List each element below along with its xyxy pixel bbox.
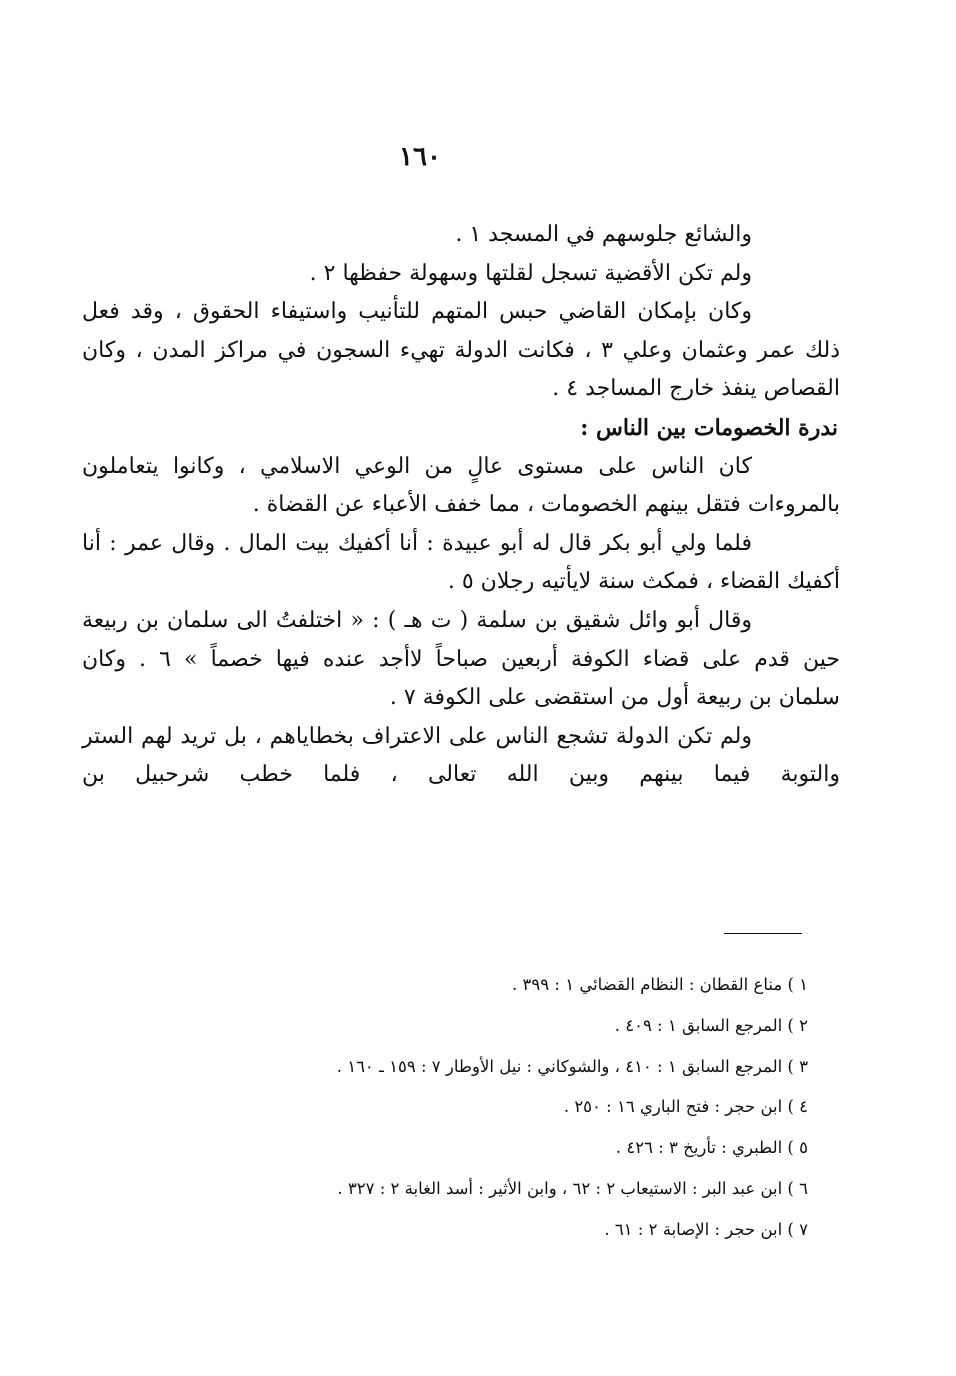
footnote-divider (724, 933, 802, 934)
text-line: بالمروءات فتقل بينهم الخصومات ، مما خفف الأعباء عن القضاة . (252, 492, 840, 518)
text-line: وكان بإمكان القاضي حبس المتهم للتأنيب واستيفاء الحقوق ، وقد فعل (82, 299, 752, 325)
footnote: ١ ) مناع القطان : النظام القضائي ١ : ٣٩٩ . (512, 975, 808, 994)
footnote: ٢ ) المرجع السابق ١ : ٤٠٩ . (614, 1015, 808, 1035)
footnote: ٧ ) ابن حجر : الإصابة ٢ : ٦١ . (604, 1219, 808, 1239)
footnote: ٤ ) ابن حجر : فتح الباري ١٦ : ٢٥٠ . (563, 1097, 808, 1117)
text-line: كان الناس على مستوى عالٍ من الوعي الاسلامي ، وكانوا يتعاملون (82, 453, 752, 479)
text-line: حين قدم على قضاء الكوفة أربعين صباحاً لاأجد عنده فيها خصماً » ٦ . وكان (82, 646, 841, 672)
page-number: ١٦٠ (399, 142, 441, 172)
text-line: والتوبة فيما بينهم وبين الله تعالى ، فلما خطب شرحبيل بن (82, 762, 840, 788)
text-line: سلمان بن ربيعة أول من استقضى على الكوفة ٧ . (389, 685, 840, 711)
text-line: ولم تكن الأقضية تسجل لقلتها وسهولة حفظها ٢ . (309, 260, 752, 286)
footnote: ٣ ) المرجع السابق ١ : ٤١٠ ، والشوكاني : نيل الأوطار ٧ : ١٥٩ ـ ١٦٠ . (336, 1056, 808, 1076)
footnotes (200, 965, 808, 1251)
text-line: وقال أبو وائل شقيق بن سلمة ( ت هـ ) : « اختلفتُ الى سلمان بن ربيعة (82, 607, 752, 633)
footnote: ٦ ) ابن عبد البر : الاستيعاب ٢ : ٦٢ ، وابن الأثير : أسد الغابة ٢ : ٣٢٧ . (337, 1178, 808, 1198)
text-line: والشائع جلوسهم في المسجد ١ . (455, 222, 752, 247)
footnote: ٥ ) الطبري : تأريخ ٣ : ٤٢٦ . (615, 1138, 808, 1158)
text-line: ولم تكن الدولة تشجع الناس على الاعتراف بخطاياهم ، بل تريد لهم الستر (82, 723, 752, 749)
section-heading: ندرة الخصومات بين الناس : (580, 414, 838, 441)
text-line: فلما ولي أبو بكر قال له أبو عبيدة : أنا أكفيك بيت المال . وقال عمر : أنا (82, 530, 752, 556)
text-line: أكفيك القضاء ، فمكث سنة لايأتيه رجلان ٥ . (447, 569, 840, 595)
text-line: ذلك عمر وعثمان وعلي ٣ ، فكانت الدولة تهيء السجون في مراكز المدن ، وكان (82, 337, 840, 363)
main-text (82, 216, 840, 795)
text-line: القصاص ينفذ خارج المساجد ٤ . (552, 376, 840, 402)
